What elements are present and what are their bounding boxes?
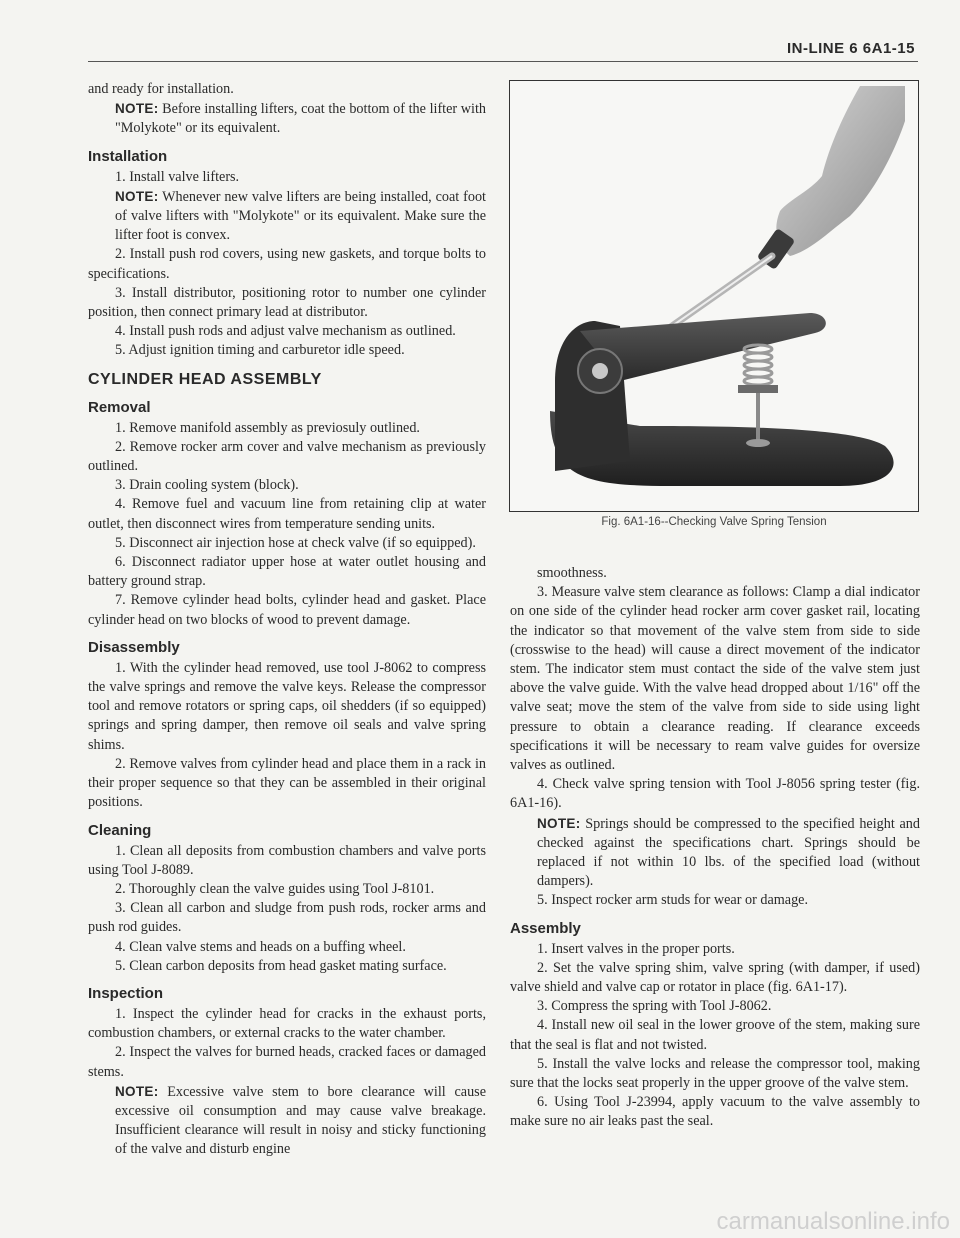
watermark: carmanualsonline.info [716, 1208, 950, 1235]
paragraph: 2. Thoroughly clean the valve guides using Tool J-8101. [115, 880, 435, 897]
paragraph: 4. Remove fuel and vacuum line from retaining clip at water outlet, then disconnect wires from temperature sending units. [88, 496, 486, 532]
paragraph: 3. Install distributor, positioning rotor to number one cylinder position, then connect primary lead at distributor. [88, 284, 486, 321]
paragraph: 7. Remove cylinder head bolts, cylinder head and gasket. Place cylinder head on two blocks of wood to prevent damage. [88, 592, 486, 628]
paragraph: 5. Install the valve locks and release the compressor tool, making sure that the locks seat properly in the upper groove of the valve stem. [510, 1055, 920, 1092]
figure-valve-spring-tester [509, 80, 919, 512]
note-paragraph [88, 187, 486, 246]
note-text: Whenever new valve lifters are being installed, coat foot of valve lifters with "Molykote" or its equivalent. Make sure the lifter foot is convex. [115, 188, 486, 244]
paragraph: 3. Compress the spring with Tool J-8062. [537, 998, 772, 1015]
note-label: NOTE: [115, 101, 159, 117]
paragraph: 1. Inspect the cylinder head for cracks in the exhaust ports, combustion chambers, or external cracks to the water chamber. [88, 1005, 486, 1042]
note-paragraph [510, 564, 920, 583]
paragraph: 1. Remove manifold assembly as previosuly outlined. [115, 419, 420, 436]
paragraph: 4. Install push rods and adjust valve mechanism as outlined. [115, 323, 456, 340]
paragraph: 1. Install valve lifters. [115, 168, 240, 185]
subsection-heading: Assembly [510, 919, 581, 937]
page-header: IN-LINE 6 6A1-15 [786, 40, 915, 57]
paragraph: 4. Install new oil seal in the lower groove of the stem, making sure that the seal is flat and not twisted. [510, 1017, 920, 1053]
note-text: Excessive valve stem to bore clearance will cause excessive oil consumption and may cause valve breakage. Insufficient clearance will result in noisy and sticky functioning of the valve and disturb engine [115, 1083, 486, 1158]
paragraph: 2. Remove rocker arm cover and valve mechanism as previously outlined. [88, 438, 486, 475]
note-text: Springs should be compressed to the specified height and checked against the specifications chart. Springs should be replaced if not within 10 lbs. of the specified load (without dampers). [537, 815, 920, 890]
paragraph: 2. Remove valves from cylinder head and place them in a rack in their proper sequence so that they can be assembled in their original positions. [88, 755, 486, 811]
paragraph: 2. Inspect the valves for burned heads, cracked faces or damaged stems. [88, 1044, 486, 1080]
subsection-heading: Inspection [88, 984, 164, 1002]
paragraph: 3. Drain cooling system (block). [115, 477, 299, 494]
paragraph: 5. Inspect rocker arm studs for wear or damage. [537, 892, 809, 909]
note-paragraph [88, 1082, 486, 1160]
subsection-heading: Removal [88, 398, 151, 416]
note-paragraph [88, 99, 486, 138]
right-column [510, 564, 920, 1132]
left-column [88, 80, 486, 1160]
paragraph: 5. Disconnect air injection hose at check valve (if so equipped). [115, 534, 476, 551]
subsection-heading: Disassembly [88, 638, 180, 656]
section-heading: CYLINDER HEAD ASSEMBLY [88, 370, 322, 388]
paragraph: and ready for installation. [88, 81, 234, 97]
note-label: NOTE: [537, 815, 581, 831]
header-rule [88, 61, 918, 62]
paragraph: 4. Clean valve stems and heads on a buffing wheel. [115, 938, 406, 955]
figure-caption: Fig. 6A1-16--Checking Valve Spring Tension [601, 516, 827, 528]
spring-tester-illustration [510, 81, 917, 510]
paragraph: 1. Insert valves in the proper ports. [537, 940, 735, 957]
note-label: NOTE: [115, 188, 159, 204]
note-paragraph [510, 814, 920, 892]
note-text: Before installing lifters, coat the bottom of the lifter with "Molykote" or its equivalent. [115, 101, 486, 137]
subsection-heading: Installation [88, 147, 168, 165]
paragraph: 1. With the cylinder head removed, use tool J-8062 to compress the valve springs and remove the valve keys. Release the compressor tool and remove rotators or spring caps, oil shedders (if so equipped) springs and spring damper, then remove oil seals and valve spring shims. [88, 659, 486, 753]
paragraph: 5. Adjust ignition timing and carburetor idle speed. [115, 342, 405, 359]
paragraph: 1. Clean all deposits from combustion chambers and valve ports using Tool J-8089. [88, 842, 486, 878]
paragraph: 3. Clean all carbon and sludge from push rods, rocker arms and push rod guides. [88, 900, 486, 936]
paragraph: 5. Clean carbon deposits from head gasket mating surface. [115, 957, 447, 974]
paragraph: 2. Set the valve spring shim, valve spring (with damper, if used) valve shield and valve cap or rotator in place (fig. 6A1-17). [510, 959, 920, 996]
paragraph: 2. Install push rod covers, using new gaskets, and torque bolts to specifications. [88, 246, 486, 282]
paragraph: 6. Disconnect radiator upper hose at water outlet housing and battery ground strap. [88, 554, 486, 590]
paragraph: 4. Check valve spring tension with Tool J-8056 spring tester (fig. 6A1-16). [510, 776, 920, 812]
note-label: NOTE: [115, 1083, 159, 1099]
note-text: smoothness. [537, 565, 607, 581]
paragraph: 3. Measure valve stem clearance as follows: Clamp a dial indicator on one side of the cylinder head rocker arm cover gasket rail, locating the indicator so that movement of the valve stem from side to side (crosswise to the head) will cause a direct movement of the indicator stem. The indicator stem must contact the side of the valve stem just above the valve guide. With the valve head dropped about 1/16" off the valve seat; move the stem of the valve from side to side using light pressure to obtain a clearance reading. If clearance exceeds specifications it will be necessary to ream valve guides for oversize valves as outlined. [510, 584, 920, 774]
paragraph: 6. Using Tool J-23994, apply vacuum to the valve assembly to make sure no air leaks past the seal. [510, 1094, 920, 1130]
subsection-heading: Cleaning [88, 821, 152, 839]
